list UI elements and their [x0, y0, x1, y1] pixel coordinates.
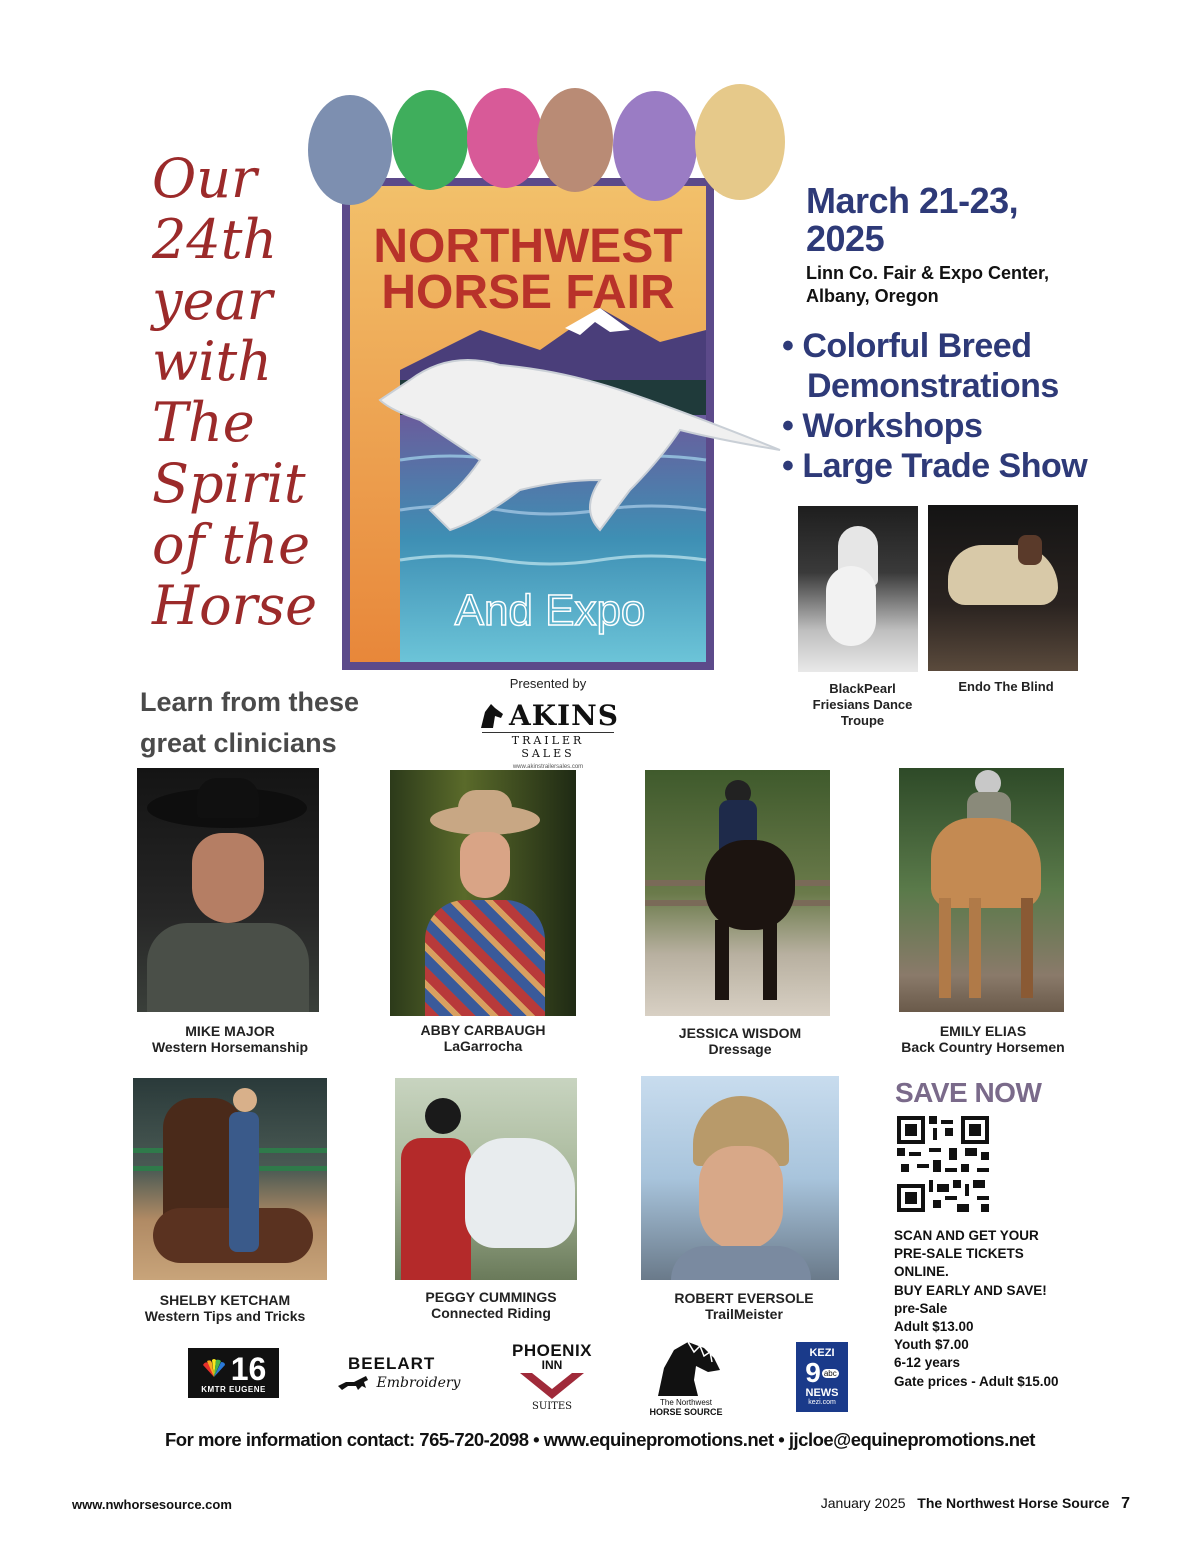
tagline-line: The	[152, 391, 255, 454]
nwhs-line2: HORSE SOURCE	[649, 1406, 723, 1417]
beelart-sub: Embroidery	[376, 1375, 461, 1391]
ticket-line: PRE-SALE TICKETS	[894, 1246, 1024, 1262]
phoenix-line1: PHOENIX	[511, 1341, 593, 1360]
ticket-info	[894, 1227, 1059, 1391]
clinician-discipline: Connected Riding	[431, 1305, 551, 1321]
ticket-line: 6-12 years	[894, 1355, 961, 1371]
clinicians-heading-line1: Learn from these	[140, 687, 360, 717]
event-logo-title1: NORTHWEST	[373, 220, 683, 273]
phoenix-line3: SUITES	[531, 1401, 573, 1412]
qr-code[interactable]	[897, 1115, 989, 1213]
clinician-photo	[133, 1078, 327, 1280]
clinician-caption	[383, 1022, 583, 1054]
clinician-name: ROBERT EVERSOLE	[674, 1290, 814, 1306]
clinician-discipline: TrailMeister	[705, 1306, 783, 1322]
clinician-caption	[125, 1292, 325, 1324]
running-horse-icon	[336, 1374, 374, 1392]
clinician-discipline: Dressage	[708, 1041, 772, 1057]
feature-text: Colorful Breed	[802, 327, 1032, 365]
ticket-line: pre-Sale	[894, 1300, 948, 1316]
clinician-photo	[390, 770, 576, 1016]
performer-photo	[798, 506, 918, 672]
tagline-line: Our	[152, 147, 257, 210]
ticket-line: SCAN AND GET YOUR	[894, 1228, 1039, 1243]
clinician-photo	[899, 768, 1064, 1012]
kmtr-logo	[188, 1348, 279, 1398]
horse-head-icon	[648, 1340, 724, 1398]
tagline-line: year	[152, 269, 273, 332]
beelart-logo	[336, 1350, 460, 1396]
save-now-heading: SAVE NOW	[895, 1077, 1042, 1108]
horse-head-icon	[477, 702, 507, 730]
kezi-abc: abc	[823, 1368, 837, 1378]
clinician-name: SHELBY KETCHAM	[159, 1292, 291, 1308]
ticket-line: Youth $7.00	[894, 1337, 969, 1353]
kmtr-number: 16	[230, 1350, 267, 1387]
ticket-line: Adult $13.00	[894, 1319, 974, 1335]
kezi-logo	[796, 1342, 848, 1412]
phoenix-line2: INN	[541, 1358, 563, 1372]
sponsor-block	[472, 676, 624, 770]
presented-by-label: Presented by	[509, 676, 587, 691]
ticket-line: Gate prices - Adult $15.00	[894, 1373, 1059, 1389]
sponsor-name: AKINS	[509, 699, 619, 732]
kezi-top: KEZI	[809, 1347, 835, 1359]
clinician-caption	[640, 1025, 840, 1057]
feature-item: • Large Trade Show	[782, 447, 1088, 485]
performer-caption: Endo The Blind	[958, 679, 1054, 694]
event-logo-art	[300, 80, 790, 672]
northwest-horse-source-logo	[644, 1338, 728, 1418]
feature-item	[782, 366, 1087, 406]
clinicians-heading	[140, 682, 359, 764]
clinician-photo	[641, 1076, 839, 1280]
feature-text: Demonstrations	[807, 367, 1059, 405]
clinician-name: MIKE MAJOR	[185, 1023, 275, 1039]
clinician-discipline: Western Horsemanship	[151, 1039, 309, 1055]
kezi-url: kezi.com	[808, 1399, 836, 1406]
tagline-line: Horse	[152, 574, 318, 637]
clinician-name: EMILY ELIAS	[939, 1023, 1027, 1039]
clinician-name: PEGGY CUMMINGS	[425, 1289, 557, 1305]
sponsor-logo	[472, 699, 624, 732]
feature-item: • Workshops	[782, 407, 983, 445]
peacock-icon	[201, 1359, 227, 1379]
sponsor-sub: TRAILER SALES	[482, 732, 614, 760]
clinician-photo	[137, 768, 319, 1012]
event-logo-title2: HORSE FAIR	[381, 266, 675, 319]
phoenix-inn-logo	[510, 1340, 594, 1414]
footer-issue-date: January 2025	[820, 1495, 906, 1511]
contact-line: For more information contact: 765-720-2098 • www.equinepromotions.net • jjcloe@equinepromotions.net	[165, 1429, 1035, 1450]
event-logo	[300, 80, 790, 672]
sponsor-url: www.akinstrailersales.com	[512, 764, 584, 770]
clinician-discipline: Western Tips and Tricks	[144, 1308, 306, 1324]
clinician-caption	[391, 1289, 591, 1321]
tagline-line: with	[152, 330, 272, 393]
event-features	[782, 326, 1087, 486]
beelart-name: BEELART	[348, 1354, 436, 1373]
clinician-caption	[883, 1023, 1083, 1055]
event-venue-line1: Linn Co. Fair & Expo Center,	[806, 263, 1050, 283]
footer-website[interactable]: www.nwhorsesource.com	[72, 1497, 232, 1512]
ticket-line: ONLINE.	[894, 1264, 949, 1280]
performer-caption: BlackPearl Friesians Dance Troupe	[812, 681, 913, 728]
tagline-line: of the	[152, 513, 311, 576]
clinician-caption	[644, 1290, 844, 1322]
footer-publication: The Northwest Horse Source	[917, 1495, 1110, 1511]
kezi-news: NEWS	[805, 1387, 839, 1399]
kezi-num: 9	[805, 1357, 821, 1388]
clinician-name: ABBY CARBAUGH	[420, 1022, 546, 1038]
event-venue-line2: Albany, Oregon	[806, 286, 939, 306]
ticket-line: BUY EARLY AND SAVE!	[894, 1282, 1047, 1298]
nwhs-line1: The Northwest	[659, 1397, 713, 1407]
clinician-name: JESSICA WISDOM	[678, 1025, 802, 1041]
event-dates	[806, 182, 1018, 258]
phoenix-chevron-icon	[518, 1371, 586, 1401]
page-number: 7	[1121, 1495, 1130, 1512]
event-dates-line1: March 21-23,	[806, 180, 1019, 221]
clinician-caption	[130, 1023, 330, 1055]
clinician-photo	[645, 770, 830, 1016]
event-logo-subtitle: And Expo	[454, 586, 646, 635]
clinicians-heading-line2: great clinicians	[140, 728, 337, 758]
feature-item: • Colorful Breed	[782, 327, 1032, 365]
feature-text: Large Trade Show	[802, 447, 1088, 485]
tagline-line: 24th	[152, 208, 278, 271]
feature-text: Workshops	[802, 407, 983, 445]
performer-photo	[928, 505, 1078, 671]
event-venue	[806, 262, 1049, 308]
tagline-line: Spirit	[152, 452, 306, 515]
kmtr-label: KMTR EUGENE	[201, 1384, 266, 1394]
event-dates-line2: 2025	[806, 218, 885, 259]
clinician-photo	[395, 1078, 577, 1280]
clinician-discipline: Back Country Horsemen	[901, 1039, 1065, 1055]
clinician-discipline: LaGarrocha	[443, 1038, 523, 1054]
footer-issue	[780, 1495, 1130, 1513]
qr-code-icon	[897, 1115, 989, 1213]
